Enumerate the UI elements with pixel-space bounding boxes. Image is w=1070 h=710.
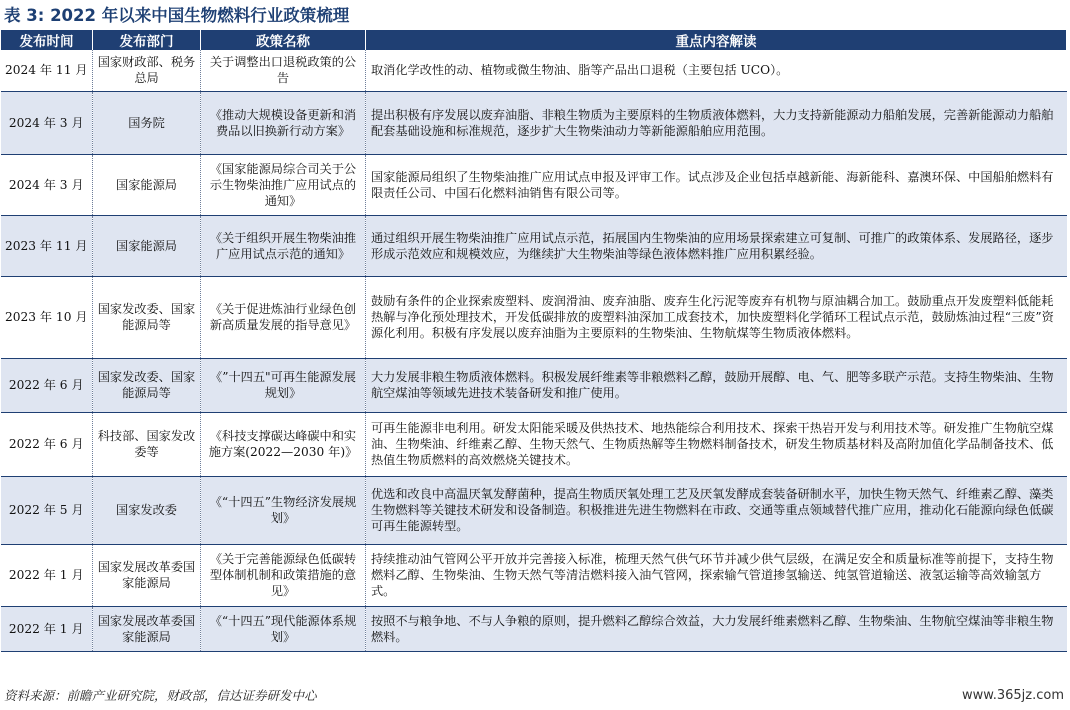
cell-content: 按照不与粮争地、不与人争粮的原则，提升燃料乙醇综合效益，大力发展纤维素燃料乙醇、生物柴油、生物航空煤油等非粮生物燃料。: [366, 606, 1067, 651]
table-row: [1, 412, 1067, 476]
header-policy-name: 政策名称: [201, 30, 366, 50]
cell-dept: 科技部、国家发改委等: [93, 412, 201, 476]
source-note: 资料来源：前瞻产业研究院，财政部，信达证券研发中心: [4, 688, 317, 703]
cell-date: 2023 年 10 月: [1, 276, 93, 358]
cell-policy-name: 《”十四五"可再生能源发展规划》: [201, 358, 366, 412]
cell-content: 国家能源局组织了生物柴油推广应用试点申报及评审工作。试点涉及企业包括卓越新能、海新能科、嘉澳环保、中国船舶燃料有限责任公司、中国石化燃料油销售有限公司等。: [366, 154, 1067, 215]
cell-dept: 国家财政部、税务总局: [93, 50, 201, 91]
cell-policy-name: 《关于促进炼油行业绿色创新高质量发展的指导意见》: [201, 276, 366, 358]
cell-date: 2024 年 3 月: [1, 91, 93, 154]
cell-policy-name: 《关于完善能源绿色低碳转型体制机制和政策措施的意见》: [201, 544, 366, 606]
table-row: [1, 606, 1067, 651]
table-row: [1, 154, 1067, 215]
header-content: 重点内容解读: [366, 30, 1067, 50]
cell-date: 2022 年 6 月: [1, 412, 93, 476]
cell-date: 2022 年 1 月: [1, 544, 93, 606]
cell-content: 取消化学改性的动、植物或微生物油、脂等产品出口退税（主要包括 UCO）。: [366, 50, 1067, 91]
cell-policy-name: 《“十四五”生物经济发展规划》: [201, 476, 366, 544]
cell-policy-name: 《“十四五”现代能源体系规划》: [201, 606, 366, 651]
table-row: [1, 215, 1067, 276]
table-row: [1, 476, 1067, 544]
cell-dept: 国家发展改革委国家能源局: [93, 606, 201, 651]
table-row: [1, 91, 1067, 154]
cell-content: 通过组织开展生物柴油推广应用试点示范，拓展国内生物柴油的应用场景探索建立可复制、可推广的政策体系、发展路径，逐步形成示范效应和规模效应，为继续扩大生物柴油等绿色液体燃料推广应用积累经验。: [366, 215, 1067, 276]
cell-date: 2023 年 11 月: [1, 215, 93, 276]
cell-dept: 国务院: [93, 91, 201, 154]
table-title: 表 3: 2022 年以来中国生物燃料行业政策梳理: [4, 6, 350, 25]
cell-dept: 国家发改委、国家能源局等: [93, 358, 201, 412]
cell-dept: 国家发改委: [93, 476, 201, 544]
cell-dept: 国家能源局: [93, 215, 201, 276]
cell-dept: 国家能源局: [93, 154, 201, 215]
cell-content: 优选和改良中高温厌氧发酵菌种，提高生物质厌氧处理工艺及厌氧发酵成套装备研制水平，加快生物天然气、纤维素乙醇、藻类生物燃料等关键技术研发和设备制造。积极推进先进生物燃料在市政、交通等重点领域替代推广应用，推动化石能源向绿色低碳可再生能源转型。: [366, 476, 1067, 544]
cell-content: 可再生能源非电利用。研发太阳能采暖及供热技术、地热能综合利用技术、探索干热岩开发与利用技术等。研发推广生物航空煤油、生物柴油、纤维素乙醇、生物天然气、生物质热解等生物燃料制备技术，研发生物质基材料及高附加值化学品制备技术、低热值生物质燃料的高效燃烧关键技术。: [366, 412, 1067, 476]
cell-content: 大力发展非粮生物质液体燃料。积极发展纤维素等非粮燃料乙醇，鼓励开展醇、电、气、肥等多联产示范。支持生物柴油、生物航空煤油等领域先进技术装备研发和推广使用。: [366, 358, 1067, 412]
cell-policy-name: 《国家能源局综合司关于公示生物柴油推广应用试点的通知》: [201, 154, 366, 215]
cell-date: 2024 年 11 月: [1, 50, 93, 91]
cell-content: 提出积极有序发展以废弃油脂、非粮生物质为主要原料的生物质液体燃料，大力支持新能源动力船舶发展，完善新能源动力船舶配套基础设施和标准规范，逐步扩大生物柴油动力等新能源船舶应用范围。: [366, 91, 1067, 154]
header-date: 发布时间: [1, 30, 93, 50]
cell-date: 2024 年 3 月: [1, 154, 93, 215]
table-row: [1, 276, 1067, 358]
table-header-row: [1, 30, 1067, 50]
table-row: [1, 544, 1067, 606]
cell-content: 持续推动油气管网公平开放并完善接入标准，梳理天然气供气环节并减少供气层级，在满足安全和质量标准等前提下，支持生物燃料乙醇、生物柴油、生物天然气等清洁燃料接入油气管网，探索输气管道掺氢输送、纯氢管道输送、液氢运输等高效输氢方式。: [366, 544, 1067, 606]
watermark: www.365jz.com: [962, 688, 1064, 703]
cell-policy-name: 关于调整出口退税政策的公告: [201, 50, 366, 91]
table-row: [1, 358, 1067, 412]
cell-content: 鼓励有条件的企业探索废塑料、废润滑油、废弃油脂、废弃生化污泥等废弃有机物与原油耦合加工。鼓励重点开发废塑料低能耗热解与净化预处理技术，开发低碳排放的废塑料油深加工成套技术，加快废塑料化学循环工程试点示范，鼓励炼油过程“三废”资源化利用。积极有序发展以废弃油脂为主要原料的生物柴油、生物航煤等生物质液体燃料。: [366, 276, 1067, 358]
table-row: [1, 50, 1067, 91]
policy-table: [0, 30, 1067, 652]
header-dept: 发布部门: [93, 30, 201, 50]
cell-date: 2022 年 1 月: [1, 606, 93, 651]
cell-policy-name: 《推动大规模设备更新和消费品以旧换新行动方案》: [201, 91, 366, 154]
cell-dept: 国家发展改革委国家能源局: [93, 544, 201, 606]
cell-policy-name: 《关于组织开展生物柴油推广应用试点示范的通知》: [201, 215, 366, 276]
cell-date: 2022 年 6 月: [1, 358, 93, 412]
cell-policy-name: 《科技支撑碳达峰碳中和实施方案(2022—2030 年)》: [201, 412, 366, 476]
cell-date: 2022 年 5 月: [1, 476, 93, 544]
cell-dept: 国家发改委、国家能源局等: [93, 276, 201, 358]
